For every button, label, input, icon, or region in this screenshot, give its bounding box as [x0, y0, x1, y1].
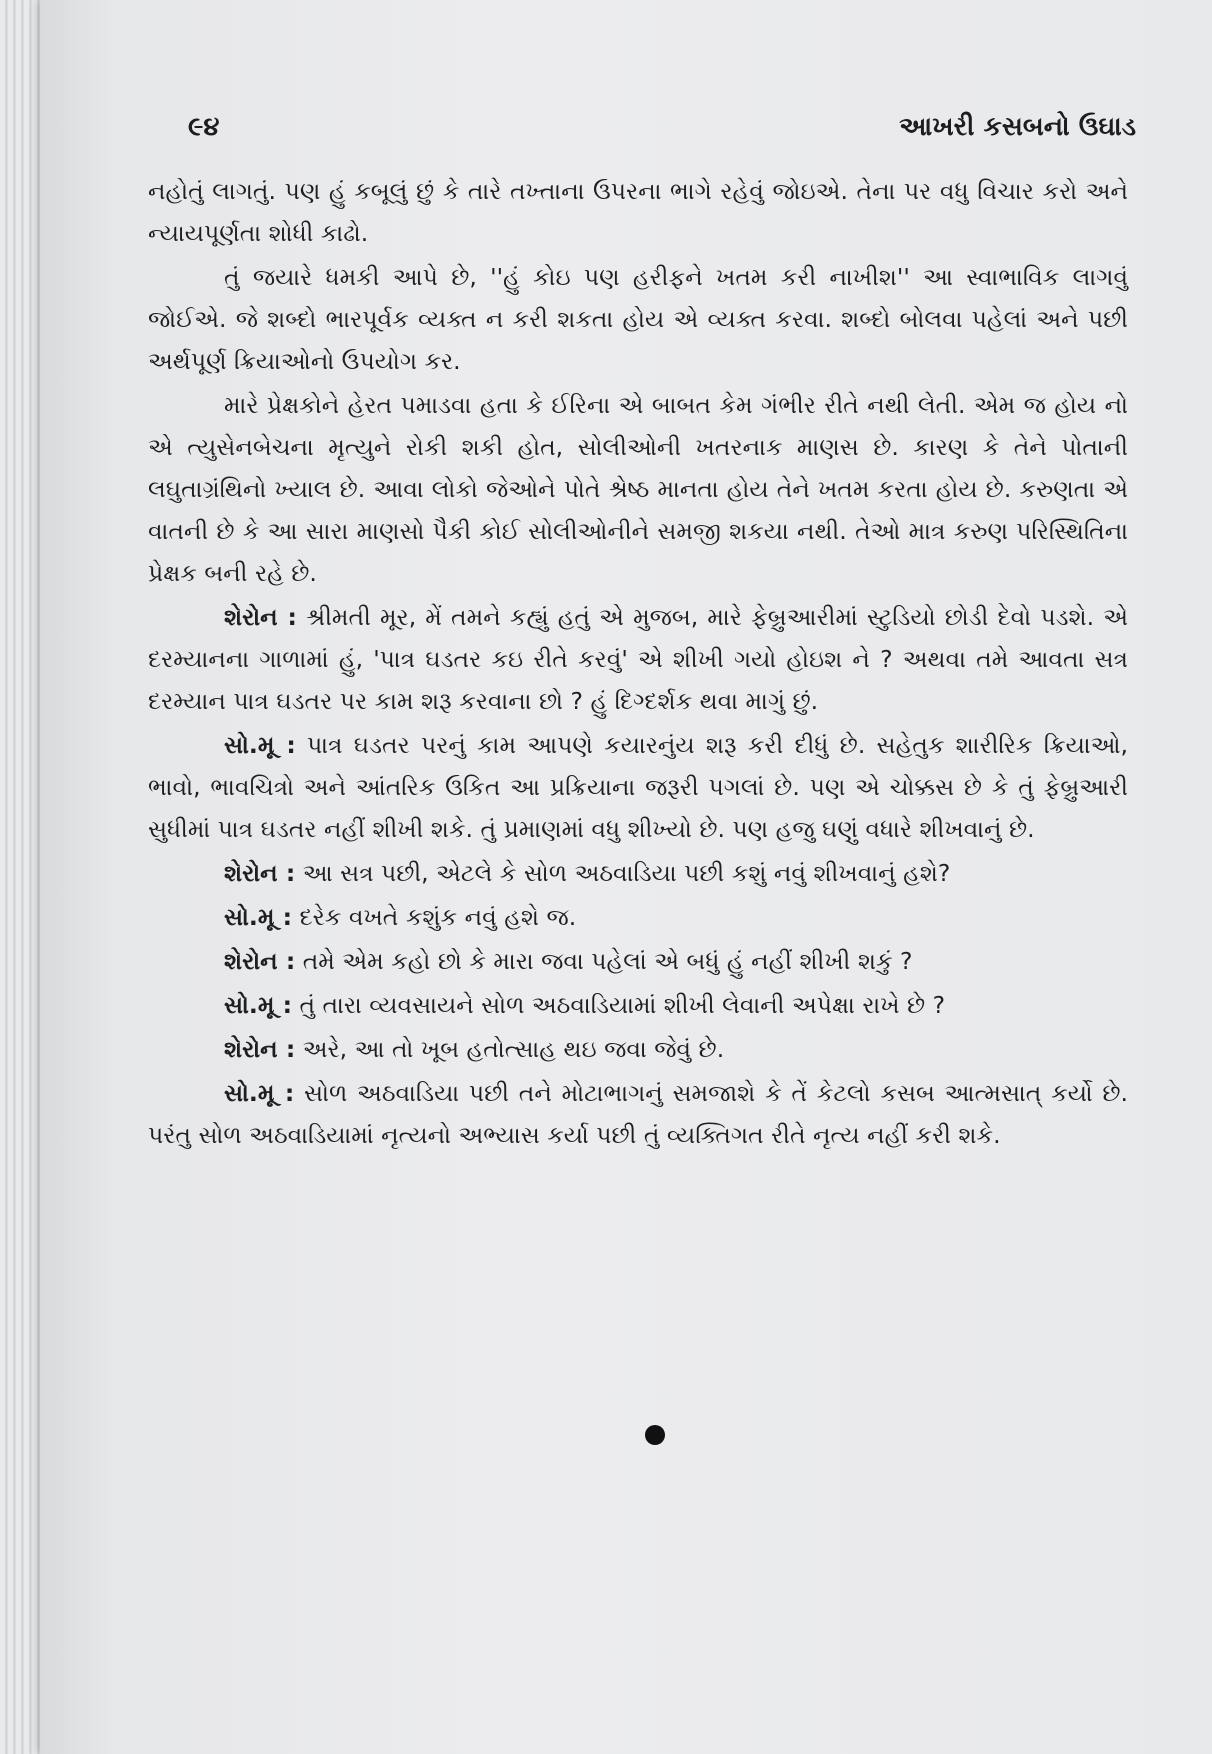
- dialogue-line: [148, 896, 1128, 938]
- speaker-name: સો.મૂ :: [224, 1079, 295, 1107]
- speaker-name: શેરોન :: [224, 947, 296, 975]
- paragraph: તું જયારે ધમકી આપે છે, ''હું કોઇ પણ હરીફને ખતમ કરી નાખીશ'' આ સ્વાભાવિક લાગવું જોઈએ. જે શબ્દો ભારપૂર્વક વ્યક્ત ન કરી શકતા હોય એ વ્યક્ત કરવા. શબ્દો બોલવા પહેલાં અને પછી અર્થપૂર્ણ ક્રિયાઓનો ઉપયોગ કર.: [148, 263, 1128, 375]
- speaker-name: શેરોન :: [224, 859, 296, 887]
- paragraph: મારે પ્રેક્ષકોને હેરત પમાડવા હતા કે ઈરિના એ બાબત કેમ ગંભીર રીતે નથી લેતી. એમ જ હોય નો એ ત્યુસેનબેચના મૃત્યુને રોકી શકી હોત, સોલીઓની ખતરનાક માણસ છે. કારણ કે તેને પોતાની લઘુતાગ્રંથિનો ખ્યાલ છે. આવા લોકો જેઓને પોતે શ્રેષ્ઠ માનતા હોય તેને ખતમ કરતા હોય છે. કરુણતા એ વાતની છે કે આ સારા માણસો પૈકી કોઈ સોલીઓનીને સમજી શકયા નથી. તેઓ માત્ર કરુણ પરિસ્થિતિના પ્રેક્ષક બની રહે છે.: [148, 391, 1128, 587]
- dialogue-text: આ સત્ર પછી, એટલે કે સોળ અઠવાડિયા પછી કશું નવું શીખવાનું હશે?: [295, 859, 951, 887]
- paragraph: નહોતું લાગતું. પણ હું કબૂલું છું કે તારે તખ્તાના ઉપરના ભાગે રહેવું જોઇએ. તેના પર વધુ વિચાર કરો અને ન્યાયપૂર્ણતા શોધી કાઢો.: [148, 177, 1128, 247]
- dialogue-line: [148, 984, 1128, 1026]
- page-number: ૯૪: [188, 112, 220, 142]
- running-header: [188, 112, 1136, 142]
- speaker-name: સો.મૂ :: [224, 903, 293, 931]
- dialogue-text: તું તારા વ્યવસાયને સોળ અઠવાડિયામાં શીખી લેવાની અપેક્ષા રાખે છે ?: [292, 991, 946, 1019]
- running-title: આખરી કસબનો ઉઘાડ: [899, 112, 1136, 142]
- speaker-name: સો.મૂ :: [224, 991, 293, 1019]
- speaker-name: સો.મૂ :: [224, 731, 296, 759]
- dialogue-line: [148, 852, 1128, 894]
- speaker-name: શેરોન :: [224, 1035, 296, 1063]
- dialogue-line: [148, 724, 1128, 850]
- dialogue-text: સોળ અઠવાડિયા પછી તને મોટાભાગનું સમજાશે કે તેં કેટલો કસબ આત્મસાત્ કર્યો છે. પરંતુ સોળ અઠવાડિયામાં નૃત્યનો અભ્યાસ કર્યા પછી તું વ્યક્તિગત રીતે નૃત્ય નહીં કરી શકે.: [148, 1079, 1128, 1149]
- dialogue-line: [148, 940, 1128, 982]
- dialogue-text: તમે એમ કહો છો કે મારા જવા પહેલાં એ બધું હું નહીં શીખી શકું ?: [295, 947, 913, 975]
- speaker-name: શેરોન :: [224, 603, 297, 631]
- dialogue-text: અરે, આ તો ખૂબ હતોત્સાહ થઇ જવા જેવું છે.: [295, 1035, 725, 1063]
- dialogue-text: પાત્ર ઘડતર પરનું કામ આપણે કયારનુંય શરૂ કરી દીધું છે. સહેતુક શારીરિક ક્રિયાઓ, ભાવો, ભાવચિત્રો અને આંતરિક ઉકિત આ પ્રક્રિયાના જરૂરી પગલાં છે. પણ એ ચોક્કસ છે કે તું ફેબ્રુઆરી સુધીમાં પાત્ર ઘડતર નહીં શીખી શકે. તું પ્રમાણમાં વધુ શીખ્યો છે. પણ હજુ ઘણું વધારે શીખવાનું છે.: [148, 731, 1128, 843]
- dialogue-line: [148, 596, 1128, 722]
- body-text: [148, 170, 1128, 1158]
- dialogue-line: [148, 1072, 1128, 1156]
- dialogue-text: દરેક વખતે કશુંક નવું હશે જ.: [292, 903, 577, 931]
- dialogue-text: શ્રીમતી મૂર, મેં તમને કહ્યું હતું એ મુજબ, મારે ફેબ્રુઆરીમાં સ્ટુડિયો છોડી દેવો પડશે. એ દરમ્યાનના ગાળામાં હું, 'પાત્ર ઘડતર કઇ રીતે કરવું' એ શીખી ગયો હોઇશ ને ? અથવા તમે આવતા સત્ર દરમ્યાન પાત્ર ઘડતર પર કામ શરૂ કરવાના છો ? હું દિગ્દર્શક થવા માગું છું.: [148, 603, 1128, 715]
- dialogue-line: [148, 1028, 1128, 1070]
- section-end-bullet: [645, 1425, 665, 1445]
